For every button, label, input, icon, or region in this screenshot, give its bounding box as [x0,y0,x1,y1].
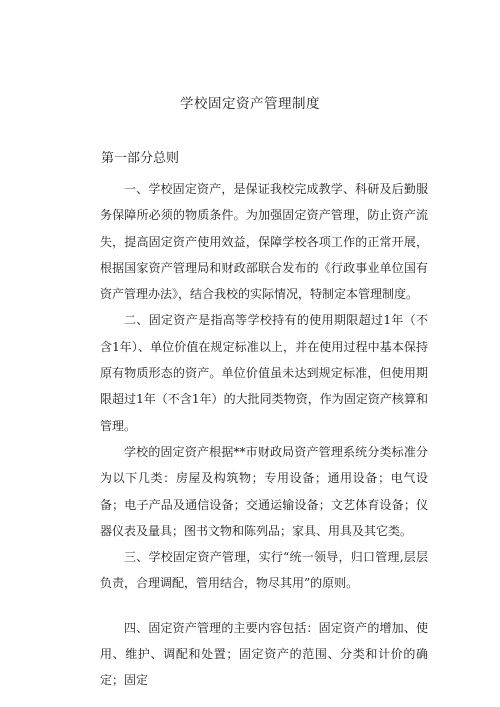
paragraph-1: 一、学校固定资产，是保证我校完成教学、科研及后勤服务保障所必须的物质条件。为加强固定资产管理，防止资产流失，提高固定资产使用效益，保障学校各项工作的正常开展，根据国家资产管理局和财政部联合发布的《行政事业单位国有资产管理办法》，结合我校的实际情况，特制定本管理制度。 [100,182,428,302]
document-title: 学校固定资产管理制度 [180,96,320,112]
paragraph-4: 三、学校固定资产管理，实行“统一领导，归口管理,层层负责，合理调配，管用结合，物尽其用”的原则。 [100,550,428,591]
paragraph-2: 二、固定资产是指高等学校持有的使用期限超过1年（不含1年）、单位价值在规定标准以上，并在使用过程中基本保持原有物质形态的资产。单位价值虽未达到规定标准，但使用期限超过1年（不含1年）的大批同类物资，作为固定资产核算和管理。 [100,313,428,433]
section-heading: 第一部分总则 [101,151,180,166]
paragraph-5: 四、固定资产管理的主要内容包括：固定资产的增加、使用、维护、调配和处置；固定资产的范围、分类和计价的确定；固定 [100,620,428,688]
paragraph-3: 学校的固定资产根据**市财政局资产管理系统分类标准分为以下几类：房屋及构筑物；专用设备；通用设备；电气设备；电子产品及通信设备；交通运输设备；文艺体育设备；仪器仪表及量具；图书文物和陈列品；家具、用具及其它类。 [100,444,428,538]
document-body [100,176,428,694]
